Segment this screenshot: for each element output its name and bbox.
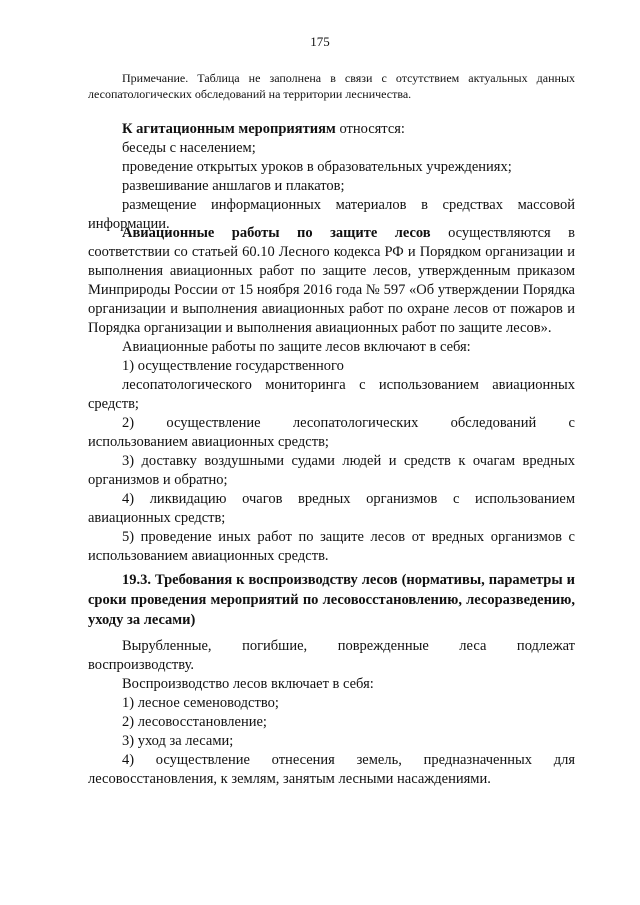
table-note: Примечание. Таблица не заполнена в связи с отсутствием актуальных данных лесопатологических обследований на территории лесничества.	[88, 71, 575, 101]
aviation-item-3: 3) доставку воздушными судами людей и средств к очагам вредных организмов и обратно;	[88, 453, 575, 488]
agitation-section	[88, 120, 575, 234]
aviation-item-4: 4) ликвидацию очагов вредных организмов с использованием авиационных средств;	[88, 491, 575, 526]
aviation-lead	[88, 224, 575, 338]
reproduction-item: 2) лесовосстановление;	[122, 714, 267, 730]
aviation-item-2-first-line	[88, 414, 575, 433]
aviation-item-2-word: 2)	[122, 415, 135, 431]
agitation-item: развешивание аншлагов и плакатов;	[122, 178, 345, 194]
aviation-lead-bold: Авиационные работы по защите лесов	[122, 225, 431, 241]
section-heading: 19.3. Требования к воспроизводству лесов (нормативы, параметры и сроки проведения мероприятий по лесовосстановлению, лесоразведению, уходу за лесами)	[88, 572, 575, 628]
page-number: 175	[310, 34, 330, 49]
aviation-section	[88, 224, 575, 566]
aviation-item-5: 5) проведение иных работ по защите лесов от вредных организмов с использованием авиационных средств.	[88, 529, 575, 564]
agitation-item: беседы с населением;	[122, 140, 256, 156]
aviation-item-2-word: обследований	[450, 415, 537, 431]
reproduction-item: 4) осуществление отнесения земель, предназначенных для лесовосстановления, к землям, занятым лесными насаждениями.	[88, 752, 575, 787]
reproduction-section	[88, 637, 575, 789]
agitation-lead	[88, 120, 575, 139]
aviation-item-2-rest: использованием авиационных средств;	[88, 434, 329, 450]
agitation-item: проведение открытых уроков в образовательных учреждениях;	[122, 159, 512, 175]
aviation-item-2-word: осуществление	[166, 415, 261, 431]
reproduction-intro: Воспроизводство лесов включает в себя:	[122, 676, 374, 692]
aviation-lead-rest: осуществляются в соответствии со статьей 60.10 Лесного кодекса РФ и Порядком организации и выполнения авиационных работ по защите лесов, утвержденным приказом Минприроды России от 15 ноября 2016 года № 597 «Об утверждении Порядка организации и выполнения авиационных работ по охране лесов от пожаров и Порядка организации и выполнения авиационных работ по защите лесов».	[88, 225, 575, 336]
agitation-lead-bold: К агитационным мероприятиям	[122, 121, 336, 137]
agitation-item: размещение информационных материалов в средствах массовой информации.	[88, 197, 575, 232]
reproduction-para: Вырубленные, погибшие, поврежденные леса подлежат воспроизводству.	[88, 638, 575, 673]
reproduction-item: 1) лесное семеноводство;	[122, 695, 279, 711]
agitation-lead-rest: относятся:	[335, 121, 405, 137]
aviation-intro: Авиационные работы по защите лесов включают в себя:	[122, 339, 471, 355]
aviation-item-1b: лесопатологического мониторинга с использованием авиационных средств;	[88, 377, 575, 412]
reproduction-item: 3) уход за лесами;	[122, 733, 234, 749]
aviation-item-2-word: лесопатологических	[292, 415, 419, 431]
aviation-item-2-word: с	[568, 415, 575, 431]
aviation-item-1a: 1) осуществление государственного	[122, 358, 344, 374]
